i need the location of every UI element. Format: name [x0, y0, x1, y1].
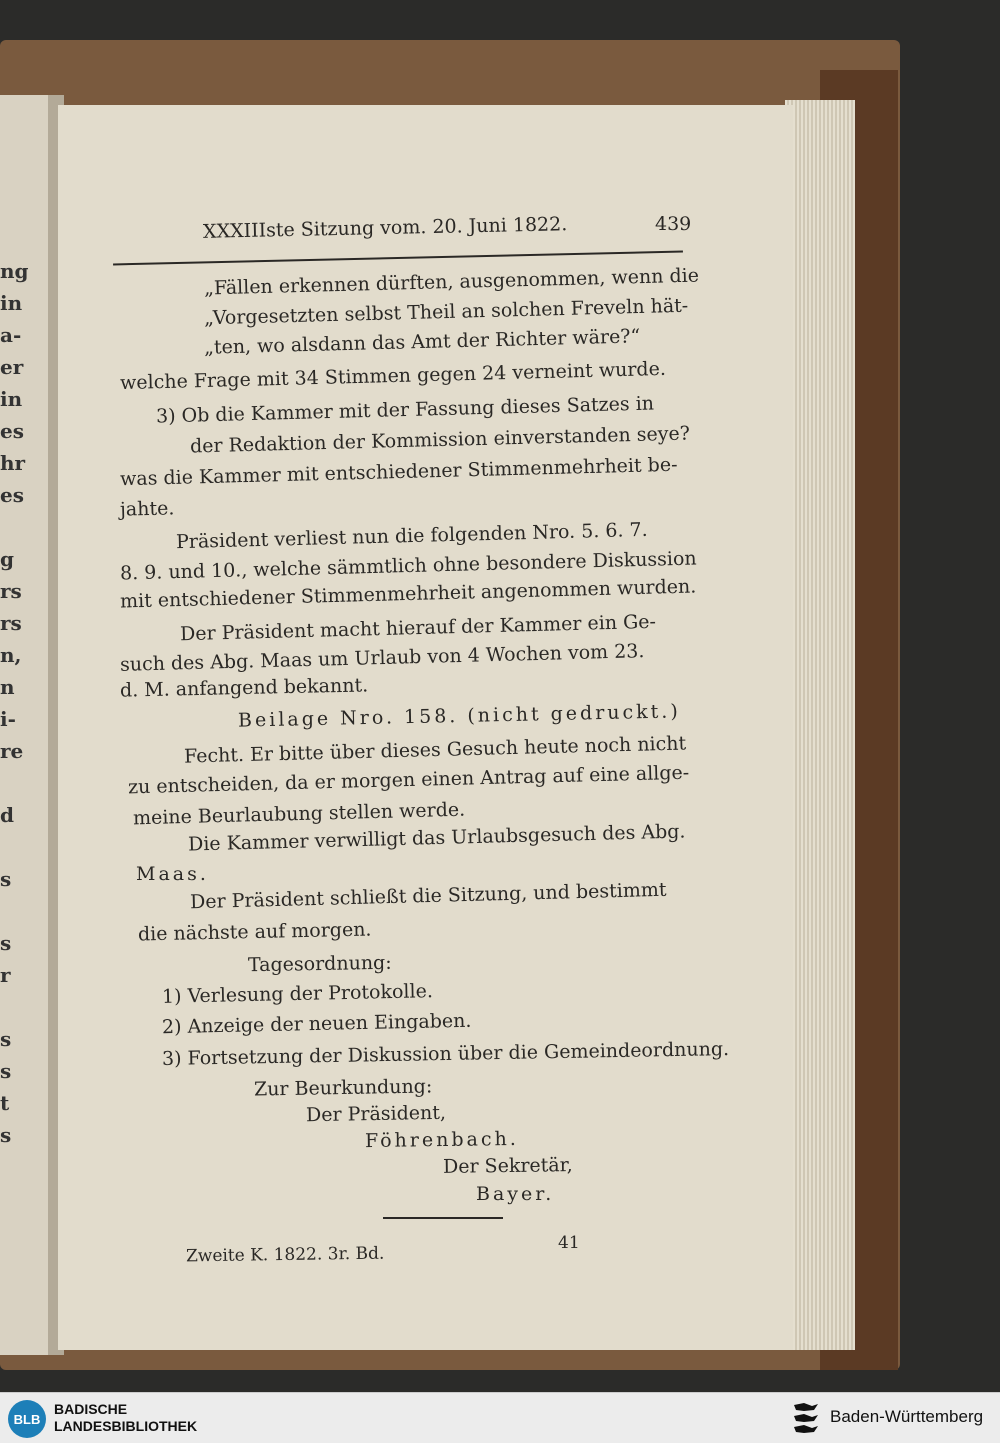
left-page-fragment: s — [0, 1027, 12, 1051]
signature-number: 41 — [558, 1233, 580, 1253]
left-page-fragment: s — [0, 1123, 12, 1147]
left-page-fragment: er — [0, 355, 24, 379]
left-page-fragment — [0, 991, 22, 1023]
left-page-fragment: s — [0, 867, 12, 891]
signature-line: Zweite K. 1822. 3r. Bd. — [185, 1243, 385, 1267]
library-name-line1: BADISCHE — [54, 1401, 128, 1417]
left-page-fragment: g — [0, 547, 14, 571]
page-number: 439 — [655, 213, 692, 235]
body-line: meine Beurlaubung stellen werde. — [132, 798, 466, 830]
body-line: Der Präsident macht hierauf der Kammer ein Ge- — [179, 610, 657, 646]
right-page — [58, 105, 793, 1350]
left-page-fragment: n, — [0, 643, 22, 667]
left-page-fragment — [0, 767, 22, 799]
closing-rule — [383, 1217, 503, 1219]
body-line: Die Kammer verwilligt das Urlaubsgesuch des Abg. — [187, 820, 686, 856]
left-page-fragment: d — [0, 803, 14, 827]
body-line: die nächste auf morgen. — [137, 918, 372, 946]
body-line: jahte. — [119, 497, 175, 521]
body-line: Maas. — [136, 863, 209, 885]
body-line: „Vorgesetzten selbst Theil an solchen Freveln hät- — [203, 294, 689, 330]
left-page-fragment: r — [0, 963, 11, 987]
body-line: Der Präsident, — [305, 1101, 447, 1127]
body-line: Der Präsident schließt die Sitzung, und bestimmt — [189, 878, 667, 914]
left-page-fragment — [0, 831, 22, 863]
body-line: such des Abg. Maas um Urlaub von 4 Wochen vom 23. — [119, 640, 645, 676]
body-line: Fecht. Er bitte über dieses Gesuch heute noch nicht — [183, 732, 687, 768]
page-content — [58, 105, 793, 1350]
left-page-fragment: s — [0, 1059, 12, 1083]
left-page-fragment — [0, 895, 22, 927]
left-page-fragment: ng — [0, 259, 29, 283]
body-line: Beilage Nro. 158. (nicht gedruckt.) — [237, 700, 681, 732]
body-line: Föhrenbach. — [364, 1127, 519, 1153]
body-line: der Redaktion der Kommission einverstanden seye? — [189, 422, 691, 458]
body-line: 8. 9. und 10., welche sämmtlich ohne besondere Diskussion — [119, 547, 697, 585]
left-page-fragment: in — [0, 291, 23, 315]
body-line: Zur Beurkundung: — [253, 1075, 433, 1101]
left-page-fragment: a- — [0, 323, 22, 347]
body-line: 3) Fortsetzung der Diskussion über die Gemeindeordnung. — [161, 1038, 730, 1070]
body-line: 1) Verlesung der Protokolle. — [161, 980, 434, 1008]
body-line: welche Frage mit 34 Stimmen gegen 24 verneint wurde. — [119, 357, 667, 395]
left-page-fragment: in — [0, 387, 23, 411]
header-rule — [113, 251, 683, 266]
left-page-fragment: hr — [0, 451, 26, 475]
left-page-fragment: i- — [0, 707, 16, 731]
left-page-fragment: re — [0, 739, 24, 763]
body-line: Präsident verliest nun die folgenden Nro. 5. 6. 7. — [175, 518, 648, 554]
body-line: Bayer. — [476, 1183, 555, 1205]
body-line: 3) Ob die Kammer mit der Fassung dieses Satzes in — [155, 392, 655, 428]
left-page-fragment: es — [0, 419, 24, 443]
baden-wuerttemberg-lions-icon — [792, 1401, 820, 1435]
body-line: „Fällen erkennen dürften, ausgenommen, wenn die — [203, 264, 700, 300]
body-line: d. M. anfangend bekannt. — [119, 674, 369, 702]
library-name — [54, 1401, 197, 1435]
left-page-text-fragments — [0, 255, 29, 1151]
left-page-fragment: es — [0, 483, 24, 507]
left-page-fragment: rs — [0, 579, 22, 603]
footer-bar — [0, 1392, 1000, 1443]
left-page-fragment: t — [0, 1091, 10, 1115]
left-page-fragment: n — [0, 675, 15, 699]
body-line: mit entschiedener Stimmenmehrheit angenommen wurden. — [119, 575, 697, 613]
page-edges — [785, 100, 855, 1350]
body-line: Tagesordnung: — [247, 951, 392, 977]
left-page-fragment — [0, 511, 22, 543]
body-line: zu entscheiden, da er morgen einen Antrag auf eine allge- — [127, 761, 690, 799]
body-line: 2) Anzeige der neuen Eingaben. — [161, 1009, 472, 1039]
state-name: Baden-Württemberg — [830, 1407, 984, 1426]
library-name-line2: LANDESBIBLIOTHEK — [54, 1418, 198, 1434]
body-line: „ten, wo alsdann das Amt der Richter wäre?“ — [203, 325, 641, 359]
running-header: XXXIIIste Sitzung vom. 20. Juni 1822. — [202, 213, 568, 243]
blb-logo: BLB — [8, 1400, 46, 1438]
left-page-fragment: rs — [0, 611, 22, 635]
body-line: was die Kammer mit entschiedener Stimmenmehrheit be- — [119, 453, 678, 491]
body-line: Der Sekretär, — [442, 1154, 573, 1178]
left-page-fragment: s — [0, 931, 12, 955]
